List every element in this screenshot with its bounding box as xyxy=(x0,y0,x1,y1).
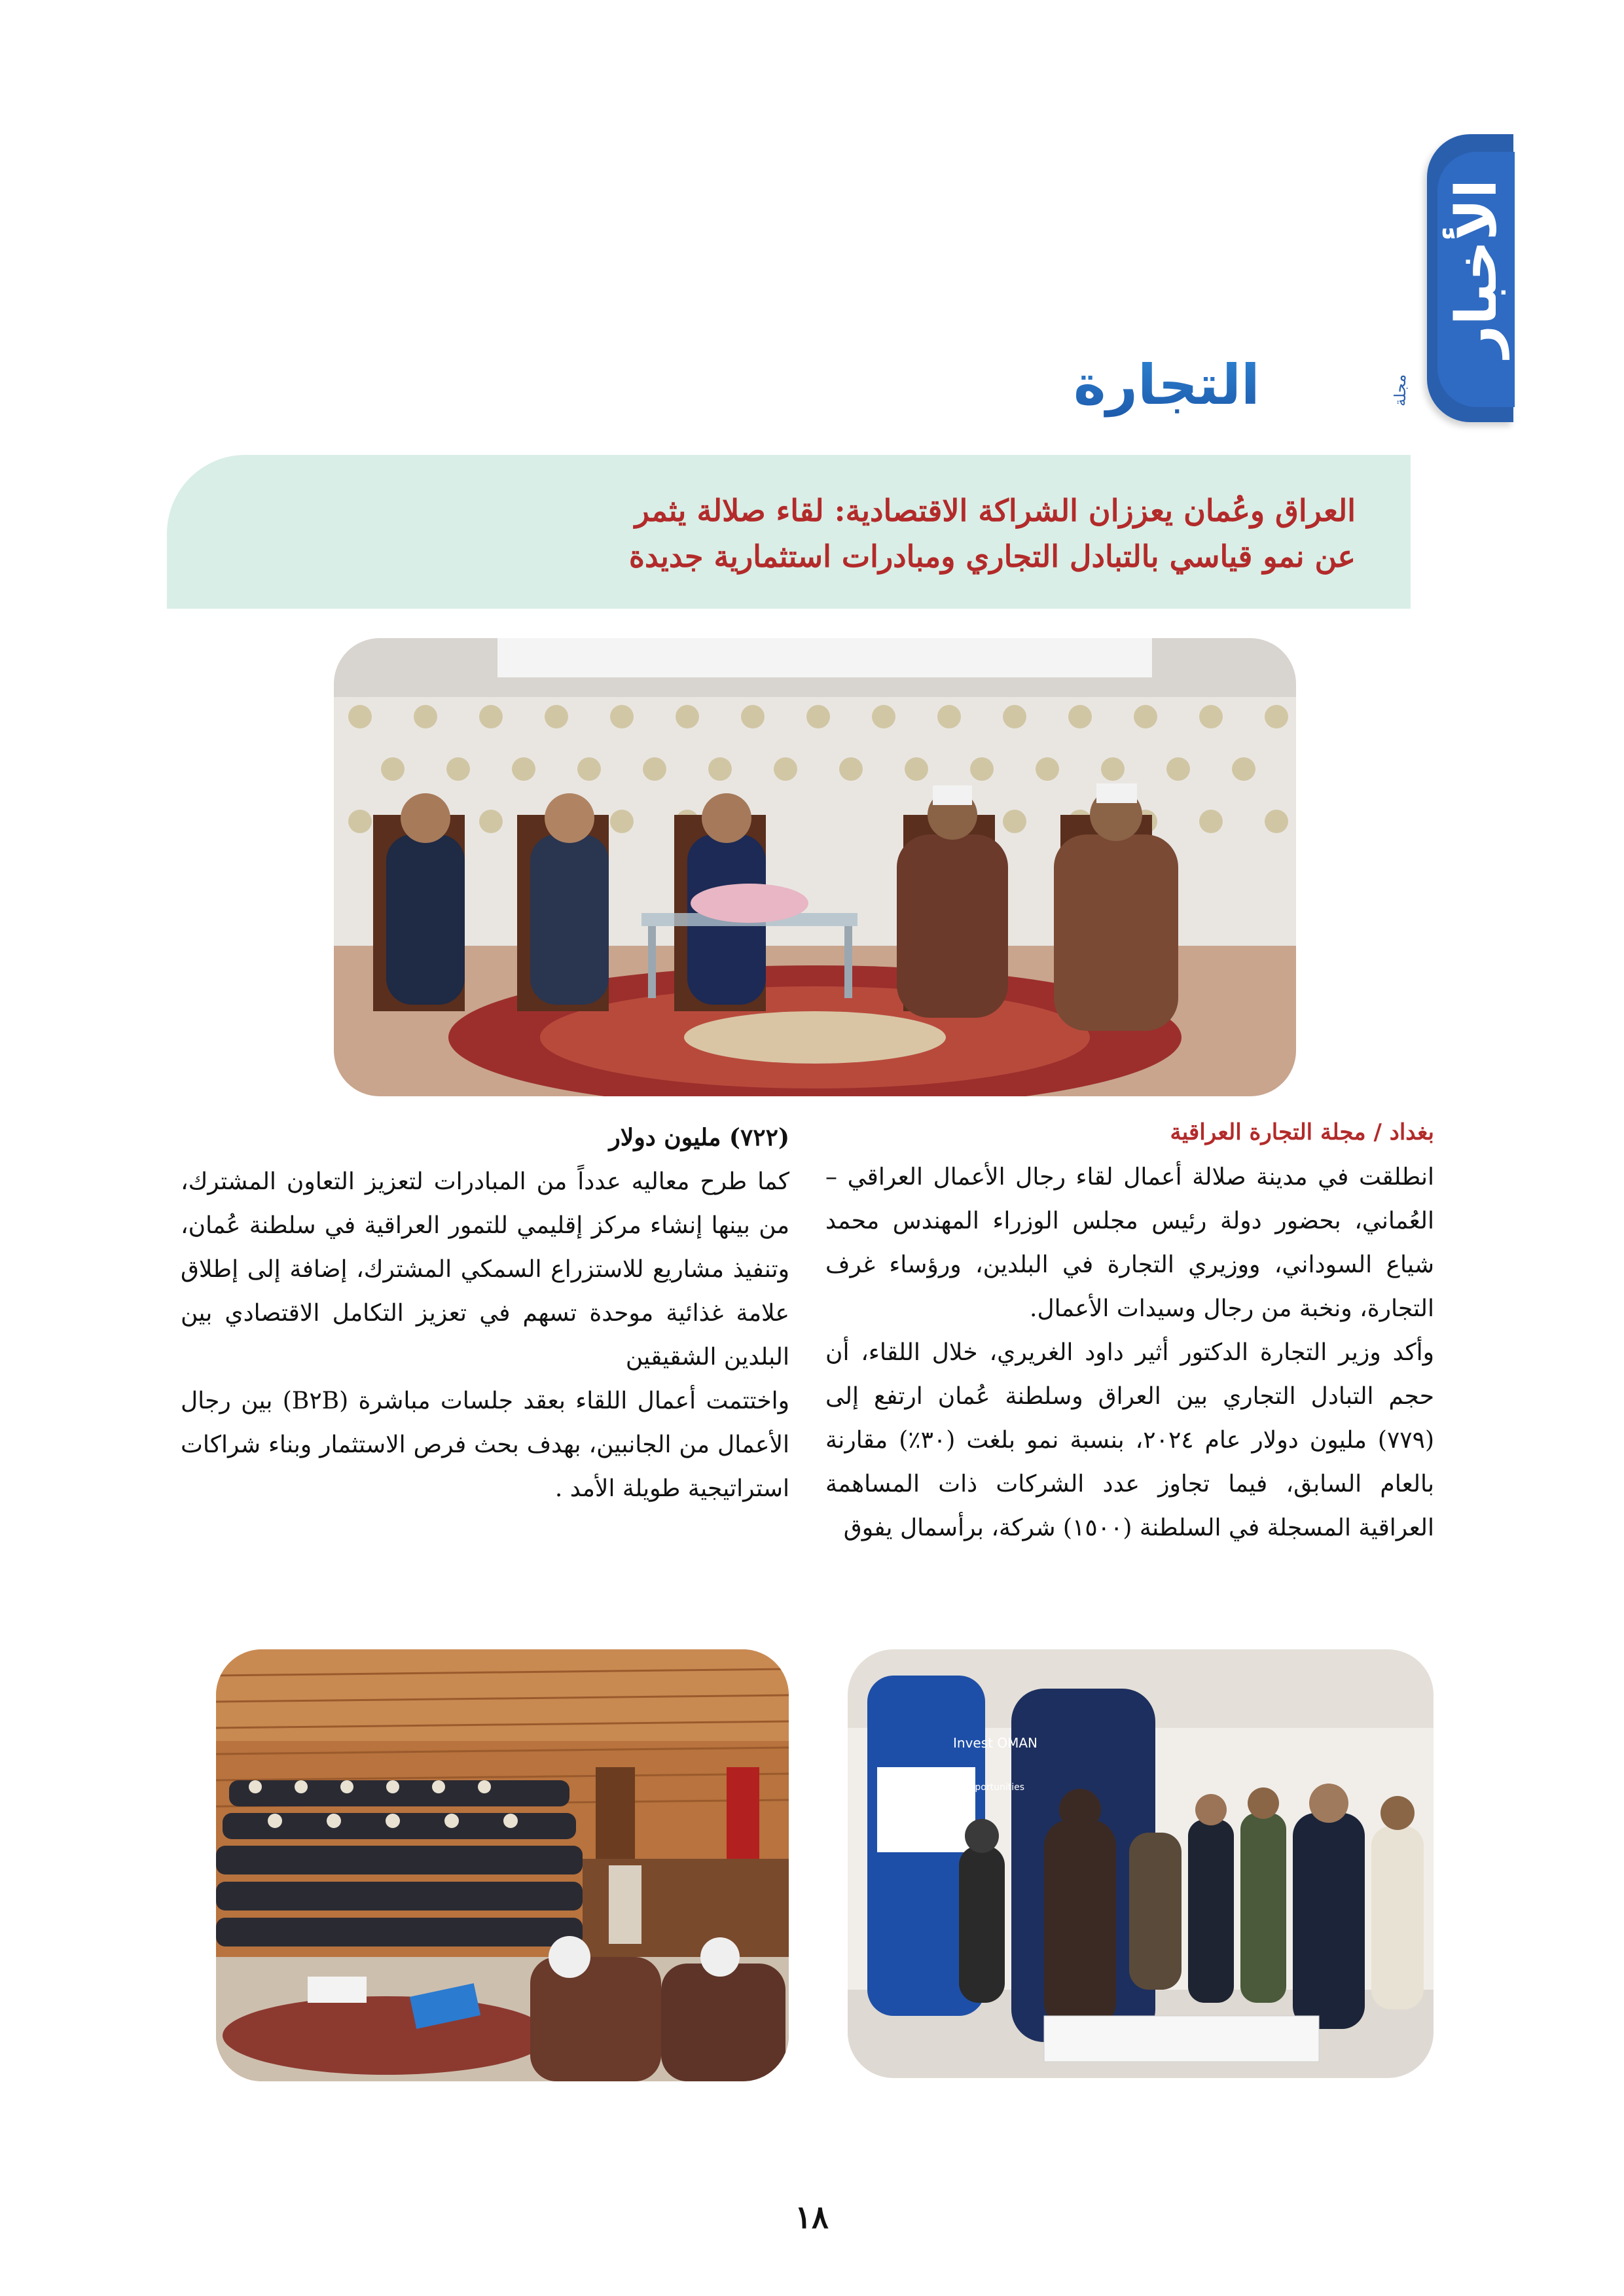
article-paragraph: وأكد وزير التجارة الدكتور أثير داود الغريري، خلال اللقاء، أن حجم التبادل التجاري بين العراق وسلطنة عُمان ارتفع إلى (٧٧٩) مليون دولار عام ٢٠٢٤، بنسبة نمو بلغت (٣٠٪) مقارنة بالعام السابق، فيما تجاوز عدد الشركات ذات المساهمة العراقية المسجلة في السلطنة (١٥٠٠) شركة، برأسمال يفوق xyxy=(825,1339,1434,1541)
photo-exhibition-image xyxy=(848,1649,1434,2078)
page-number: ١٨ xyxy=(795,2199,829,2236)
headline-line-1: العراق وعُمان يعززان الشراكة الاقتصادية: لقاء صلالة يثمر xyxy=(634,493,1356,528)
article-left-column xyxy=(181,1116,789,1511)
article-paragraph: (٧٢٢) مليون دولار xyxy=(609,1124,789,1151)
photo-exhibition xyxy=(848,1649,1434,2078)
headline-line-2: عن نمو قياسي بالتبادل التجاري ومبادرات استثمارية جديدة xyxy=(628,539,1356,574)
booth-brand-text: Invest OMAN xyxy=(953,1735,1038,1751)
photo-meeting-image xyxy=(334,638,1296,1096)
article-right-column xyxy=(825,1155,1434,1550)
photo-auditorium xyxy=(216,1649,789,2081)
article-paragraph: كما طرح معاليه عدداً من المبادرات لتعزيز التعاون المشترك، من بينها إنشاء مركز إقليمي للتمور العراقية في سلطنة عُمان، وتنفيذ مشاريع للاستزراع السمكي المشترك، إضافة إلى إطلاق علامة غذائية موحدة تسهم في تعزيز التكامل الاقتصادي بين البلدين الشقيقين xyxy=(181,1168,789,1371)
masthead-title: التجارة xyxy=(1074,346,1388,424)
photo-auditorium-image xyxy=(216,1649,789,2081)
section-label: الأخبار xyxy=(1444,179,1509,358)
byline: بغداد / مجلة التجارة العراقية xyxy=(1170,1119,1434,1145)
article-paragraph: انطلقت في مدينة صلالة أعمال لقاء رجال الأعمال العراقي – العُماني، بحضور دولة رئيس مجلس الوزراء المهندس محمد شياع السوداني، ووزيري التجارة في البلدين، ورؤساء غرف التجارة، ونخبة من رجال وسيدات الأعمال. xyxy=(825,1164,1434,1322)
masthead-magazine-word: مجلة xyxy=(1391,374,1409,406)
article-paragraph: واختتمت أعمال اللقاء بعقد جلسات مباشرة (B٢B) بين رجال الأعمال من الجانبين، بهدف بحث فرص الاستثمار وبناء شراكات استراتيجية طويلة الأمد . xyxy=(181,1388,790,1502)
booth-slogan-text: Oman's world of opportunities xyxy=(886,1782,1024,1793)
photo-meeting xyxy=(334,638,1296,1096)
